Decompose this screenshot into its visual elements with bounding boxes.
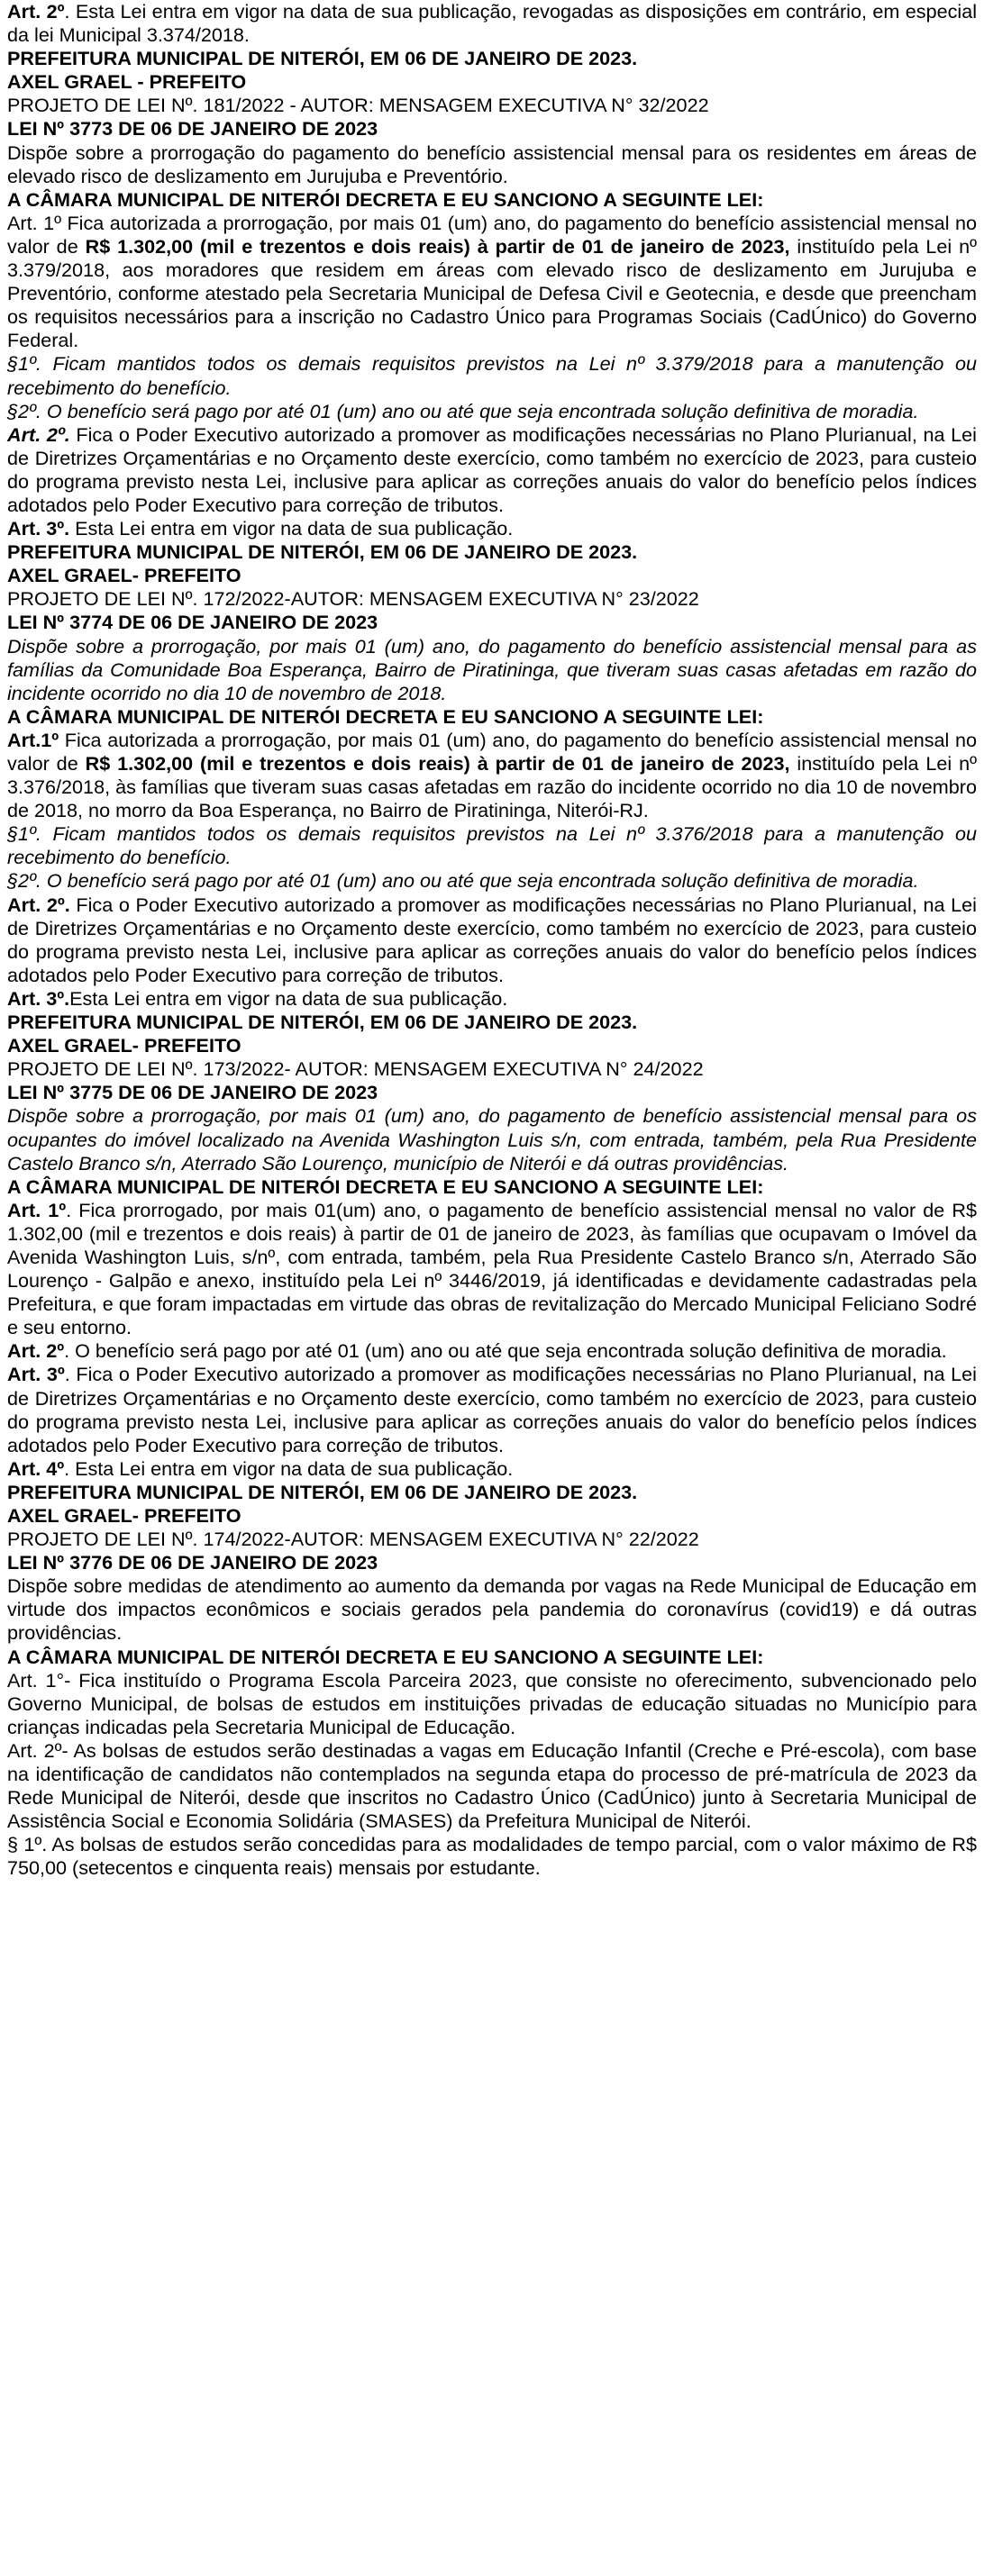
block-10: Art. 2º. Fica o Poder Executivo autorizado a promover as modificações necessárias no Plano Plurianual, na Lei de Diretrizes Orçamentárias e no Orçamento deste exercício, como também no exercício de 2023, para custeio do programa previsto nesta Lei, inclusive para aplicar as correções anuais do valor do benefício pelos índices adotados pelo Poder Executivo para correção de tributos. (7, 422, 977, 516)
block-15: LEI Nº 3774 DE 06 DE JANEIRO DE 2023 (7, 611, 378, 634)
block-41: § 1º. As bolsas de estudos serão concedidas para as modalidades de tempo parcial, com o valor máximo de R$ 750,00 (setecentos e cinquenta reais) mensais por estudante. (7, 1833, 977, 1880)
block-16: Dispõe sobre a prorrogação, por mais 01 (um) ano, do pagamento do benefício assistencial mensal para as famílias da Comunidade Boa Esperança, Bairro de Piratininga, que tiveram suas casas afetadas em razão do incidente ocorrido no dia 10 de novembro de 2018. (7, 634, 977, 704)
block-18: Art.1º Fica autorizada a prorrogação, por mais 01 (um) ano, do pagamento do benefício assistencial mensal no valor de R$ 1.302,00 (mil e trezentos e dois reais) à partir de 01 de janeiro de 2023, instituído pela Lei nº 3.376/2018, às famílias que tiveram suas casas afetadas em razão do incidente ocorrido no dia 10 de novembro de 2018, no morro da Boa Esperança, no Bairro de Piratininga, Niterói-RJ. (7, 728, 977, 822)
block-17: A CÂMARA MUNICIPAL DE NITERÓI DECRETA E EU SANCIONO A SEGUINTE LEI: (7, 704, 764, 728)
block-12: PREFEITURA MUNICIPAL DE NITERÓI, EM 06 DE JANEIRO DE 2023. (7, 540, 638, 564)
block-1: PREFEITURA MUNICIPAL DE NITERÓI, EM 06 DE JANEIRO DE 2023. (7, 47, 638, 70)
block-4: LEI Nº 3773 DE 06 DE JANEIRO DE 2023 (7, 117, 378, 141)
block-9: §2º. O benefício será pago por até 01 (um) ano ou até que seja encontrada solução definitiva de moradia. (7, 399, 919, 422)
block-26: LEI Nº 3775 DE 06 DE JANEIRO DE 2023 (7, 1081, 378, 1104)
block-28: A CÂMARA MUNICIPAL DE NITERÓI DECRETA E EU SANCIONO A SEGUINTE LEI: (7, 1175, 764, 1198)
block-33: PREFEITURA MUNICIPAL DE NITERÓI, EM 06 DE JANEIRO DE 2023. (7, 1480, 638, 1503)
block-24: AXEL GRAEL- PREFEITO (7, 1034, 241, 1057)
block-20: §2º. O benefício será pago por até 01 (um) ano ou até que seja encontrada solução definitiva de moradia. (7, 869, 919, 893)
block-40: Art. 2º- As bolsas de estudos serão destinadas a vagas em Educação Infantil (Creche e Pré-escola), com base na identificação de candidatos não contemplados na segunda etapa do processo de pré-matrícula de 2023 da Rede Municipal de Niterói, desde que inscritos no Cadastro Único (CadÚnico) junto à Secretaria Municipal de Assistência Social e Economia Solidária (SMASES) da Prefeitura Municipal de Niterói. (7, 1738, 977, 1833)
block-14: PROJETO DE LEI Nº. 172/2022-AUTOR: MENSAGEM EXECUTIVA N° 23/2022 (7, 587, 699, 611)
block-32: Art. 4º. Esta Lei entra em vigor na data de sua publicação. (7, 1456, 514, 1480)
block-35: PROJETO DE LEI Nº. 174/2022-AUTOR: MENSAGEM EXECUTIVA N° 22/2022 (7, 1528, 699, 1551)
block-0: Art. 2º. Esta Lei entra em vigor na data de sua publicação, revogadas as disposições em contrário, em especial da lei Municipal 3.374/2018. (7, 0, 977, 47)
block-13: AXEL GRAEL- PREFEITO (7, 564, 241, 587)
block-34: AXEL GRAEL- PREFEITO (7, 1504, 241, 1527)
block-39: Art. 1°- Fica instituído o Programa Escola Parceira 2023, que consiste no oferecimento, subvencionado pelo Governo Municipal, de bolsas de estudos em instituições privadas de educação situadas no Município para crianças indicadas pela Secretaria Municipal de Educação. (7, 1668, 977, 1738)
block-19: §1º. Ficam mantidos todos os demais requisitos previstos na Lei nº 3.376/2018 para a manutenção ou recebimento do benefício. (7, 822, 977, 869)
block-25: PROJETO DE LEI Nº. 173/2022- AUTOR: MENSAGEM EXECUTIVA N° 24/2022 (7, 1057, 704, 1081)
block-30: Art. 2º. O benefício será pago por até 01 (um) ano ou até que seja encontrada solução definitiva de moradia. (7, 1339, 947, 1363)
block-8: §1º. Ficam mantidos todos os demais requisitos previstos na Lei nº 3.379/2018 para a manutenção ou recebimento do benefício. (7, 352, 977, 399)
block-36: LEI Nº 3776 DE 06 DE JANEIRO DE 2023 (7, 1551, 378, 1574)
block-31: Art. 3º. Fica o Poder Executivo autorizado a promover as modificações necessárias no Plano Plurianual, na Lei de Diretrizes Orçamentárias e no Orçamento deste exercício, como também no exercício de 2023, para custeio do programa previsto nesta Lei, inclusive para aplicar as correções anuais do valor do benefício pelos índices adotados pelo Poder Executivo para correção de tributos. (7, 1363, 977, 1456)
block-6: A CÂMARA MUNICIPAL DE NITERÓI DECRETA E EU SANCIONO A SEGUINTE LEI: (7, 187, 764, 211)
block-3: PROJETO DE LEI Nº. 181/2022 - AUTOR: MENSAGEM EXECUTIVA N° 32/2022 (7, 94, 709, 117)
block-2: AXEL GRAEL - PREFEITO (7, 70, 247, 94)
block-38: A CÂMARA MUNICIPAL DE NITERÓI DECRETA E EU SANCIONO A SEGUINTE LEI: (7, 1645, 764, 1668)
block-7: Art. 1º Fica autorizada a prorrogação, por mais 01 (um) ano, do pagamento do benefício assistencial mensal no valor de R$ 1.302,00 (mil e trezentos e dois reais) à partir de 01 de janeiro de 2023, instituído pela Lei nº 3.379/2018, aos moradores que residem em áreas com elevado risco de deslizamento em Jurujuba e Preventório, conforme atestado pela Secretaria Municipal de Defesa Civil e Geotecnia, e desde que preencham os requisitos necessários para a inscrição no Cadastro Único para Programas Sociais (CadÚnico) do Governo Federal. (7, 211, 977, 352)
block-22: Art. 3º.Esta Lei entra em vigor na data de sua publicação. (7, 986, 508, 1010)
block-37: Dispõe sobre medidas de atendimento ao aumento da demanda por vagas na Rede Municipal de Educação em virtude dos impactos econômicos e sociais gerados pela pandemia do coronavírus (covid19) e dá outras providências. (7, 1574, 977, 1645)
block-29: Art. 1º. Fica prorrogado, por mais 01(um) ano, o pagamento de benefício assistencial mensal no valor de R$ 1.302,00 (mil e trezentos e dois reais) à partir de 01 de janeiro de 2023, às famílias que ocupavam o Imóvel da Avenida Washington Luis, s/nº, com entrada, também, pela Rua Presidente Castelo Branco s/n, Aterrado São Lourenço - Galpão e anexo, instituído pela Lei nº 3446/2019, já identificadas e devidamente cadastradas pela Prefeitura, e que foram impactadas em virtude das obras de revitalização do Mercado Municipal Feliciano Sodré e seu entorno. (7, 1198, 977, 1339)
block-23: PREFEITURA MUNICIPAL DE NITERÓI, EM 06 DE JANEIRO DE 2023. (7, 1011, 638, 1034)
block-27: Dispõe sobre a prorrogação, por mais 01 (um) ano, do pagamento de benefício assistencial mensal para os ocupantes do imóvel localizado na Avenida Washington Luis s/n, com entrada, também, pela Rua Presidente Castelo Branco s/n, Aterrado São Lourenço, município de Niterói e dá outras providências. (7, 1104, 977, 1175)
block-5: Dispõe sobre a prorrogação do pagamento do benefício assistencial mensal para os residentes em áreas de elevado risco de deslizamento em Jurujuba e Preventório. (7, 141, 977, 187)
block-21: Art. 2º. Fica o Poder Executivo autorizado a promover as modificações necessárias no Plano Plurianual, na Lei de Diretrizes Orçamentárias e no Orçamento deste exercício, como também no exercício de 2023, para custeio do programa previsto nesta Lei, inclusive para aplicar as correções anuais do valor do benefício pelos índices adotados pelo Poder Executivo para correção de tributos. (7, 893, 977, 986)
block-11: Art. 3º. Esta Lei entra em vigor na data de sua publicação. (7, 517, 514, 540)
